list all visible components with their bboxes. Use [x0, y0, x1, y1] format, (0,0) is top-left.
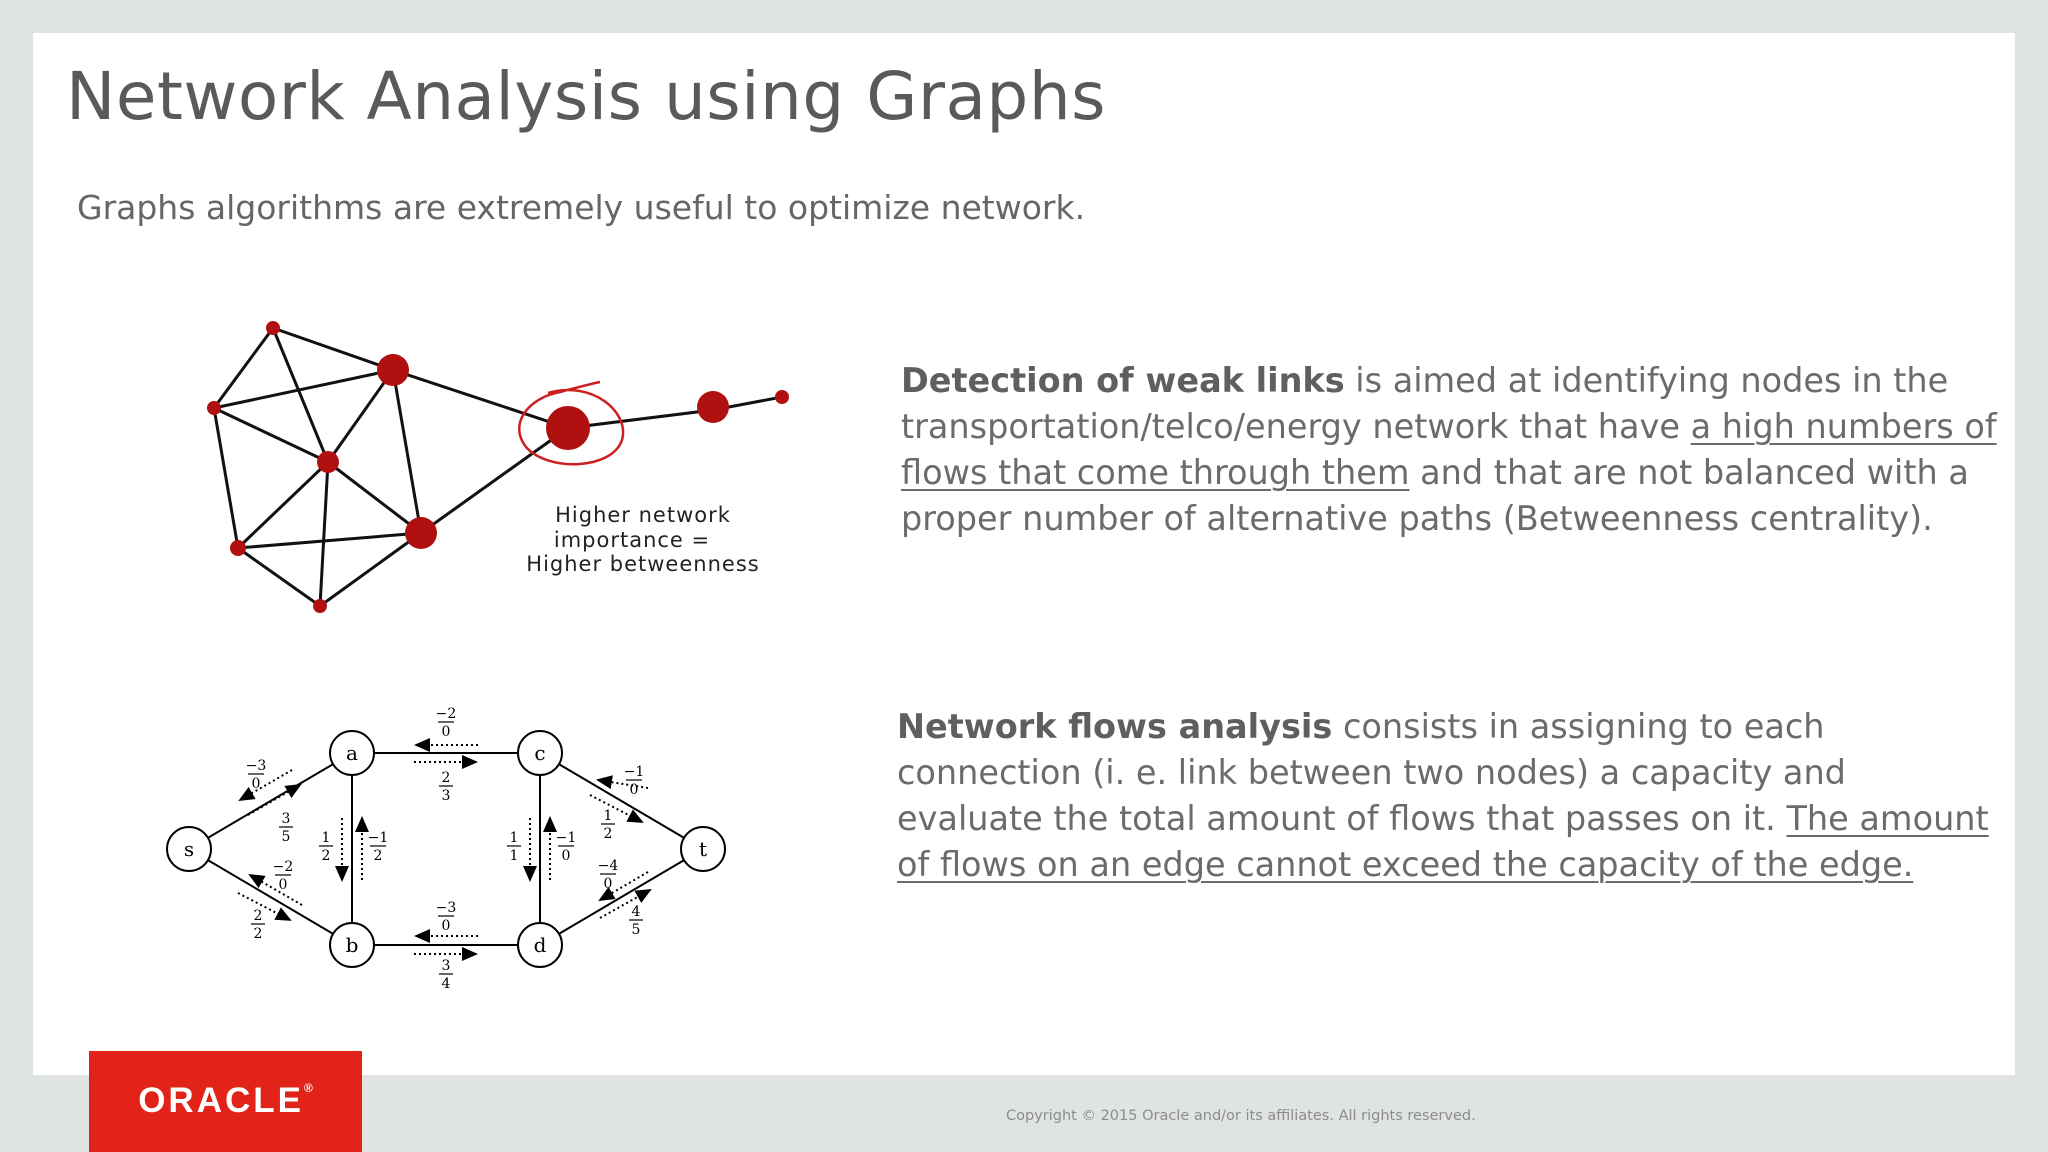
flow-fraction-den: 0	[441, 724, 451, 740]
copyright-notice: Copyright © 2015 Oracle and/or its affiliates. All rights reserved.	[1006, 1108, 1476, 1124]
flow-node-label: c	[534, 741, 546, 765]
oracle-logo	[89, 1051, 362, 1152]
flow-fraction-num: 1	[321, 830, 331, 846]
flow-node-label: d	[533, 933, 547, 957]
oracle-logo-text: ORACLE	[138, 1081, 304, 1120]
flow-fraction-den: 0	[441, 918, 451, 934]
weak-links-heading: Detection of weak links	[901, 361, 1345, 400]
flow-fraction-num: 1	[603, 808, 613, 824]
weak-links-paragraph	[901, 358, 2001, 542]
network-flows-heading: Network flows analysis	[897, 707, 1333, 746]
flow-fraction-den: 5	[631, 922, 641, 938]
flow-fraction-den: 0	[251, 776, 261, 792]
betweenness-label-line: Higher betweenness	[526, 552, 760, 576]
network-flows-text: consists in assigning to each connection (i. e. link between two nodes) a capacity and evaluate the total amount of flows that passes on it.	[897, 707, 1846, 838]
flow-fraction-num: −1	[555, 830, 577, 846]
flow-node-label: t	[698, 837, 708, 861]
weak-links-underlined: a high numbers of flows that come through them	[901, 407, 1997, 492]
slide-subtitle: Graphs algorithms are extremely useful to optimize network.	[77, 188, 1086, 227]
flow-fraction-den: 2	[373, 848, 383, 864]
flow-fraction-num: 4	[631, 904, 641, 920]
flow-fraction-num: −4	[597, 858, 619, 874]
flow-fraction-num: 3	[281, 811, 291, 827]
flow-node-label: b	[345, 933, 359, 957]
flow-fraction-den: 2	[253, 926, 263, 942]
flow-fraction-num: −1	[623, 764, 645, 780]
weak-links-text: and that are not balanced with a proper number of alternative paths (Betweenness centrality).	[901, 453, 1969, 538]
flow-node-label: a	[346, 741, 358, 765]
flow-fraction-num: −3	[245, 758, 267, 774]
flow-fraction-den: 3	[441, 788, 451, 804]
registered-mark: ®	[303, 1081, 313, 1095]
flow-fraction-num: −3	[435, 900, 457, 916]
weak-links-text: is aimed at identifying nodes in the transportation/telco/energy network that have	[901, 361, 1949, 446]
flow-fraction-den: 0	[629, 782, 639, 798]
betweenness-label-line: Higher network	[555, 503, 731, 527]
flow-fraction-num: −2	[435, 706, 457, 722]
flow-fraction-den: 0	[603, 876, 613, 892]
flow-fraction-den: 1	[509, 848, 519, 864]
flow-fraction-den: 4	[441, 976, 451, 992]
network-flows-paragraph	[897, 704, 1997, 888]
flow-fraction-den: 2	[603, 826, 613, 842]
flow-fraction-den: 5	[281, 829, 291, 845]
flow-fraction-den: 0	[561, 848, 571, 864]
flow-fraction-num: −1	[367, 830, 389, 846]
flow-fraction-den: 2	[321, 848, 331, 864]
flow-fraction-num: 3	[441, 958, 451, 974]
betweenness-label-line: importance =	[553, 528, 711, 552]
flow-fraction-num: 2	[441, 770, 451, 786]
flow-fraction-den: 0	[278, 877, 288, 893]
flow-fraction-num: 1	[509, 830, 519, 846]
network-flows-underlined: The amount of flows on an edge cannot exceed the capacity of the edge.	[897, 799, 1989, 884]
flow-node-label: s	[183, 837, 195, 861]
flow-fraction-num: −2	[272, 859, 294, 875]
slide-title: Network Analysis using Graphs	[66, 58, 1107, 135]
flow-fraction-num: 2	[253, 908, 263, 924]
